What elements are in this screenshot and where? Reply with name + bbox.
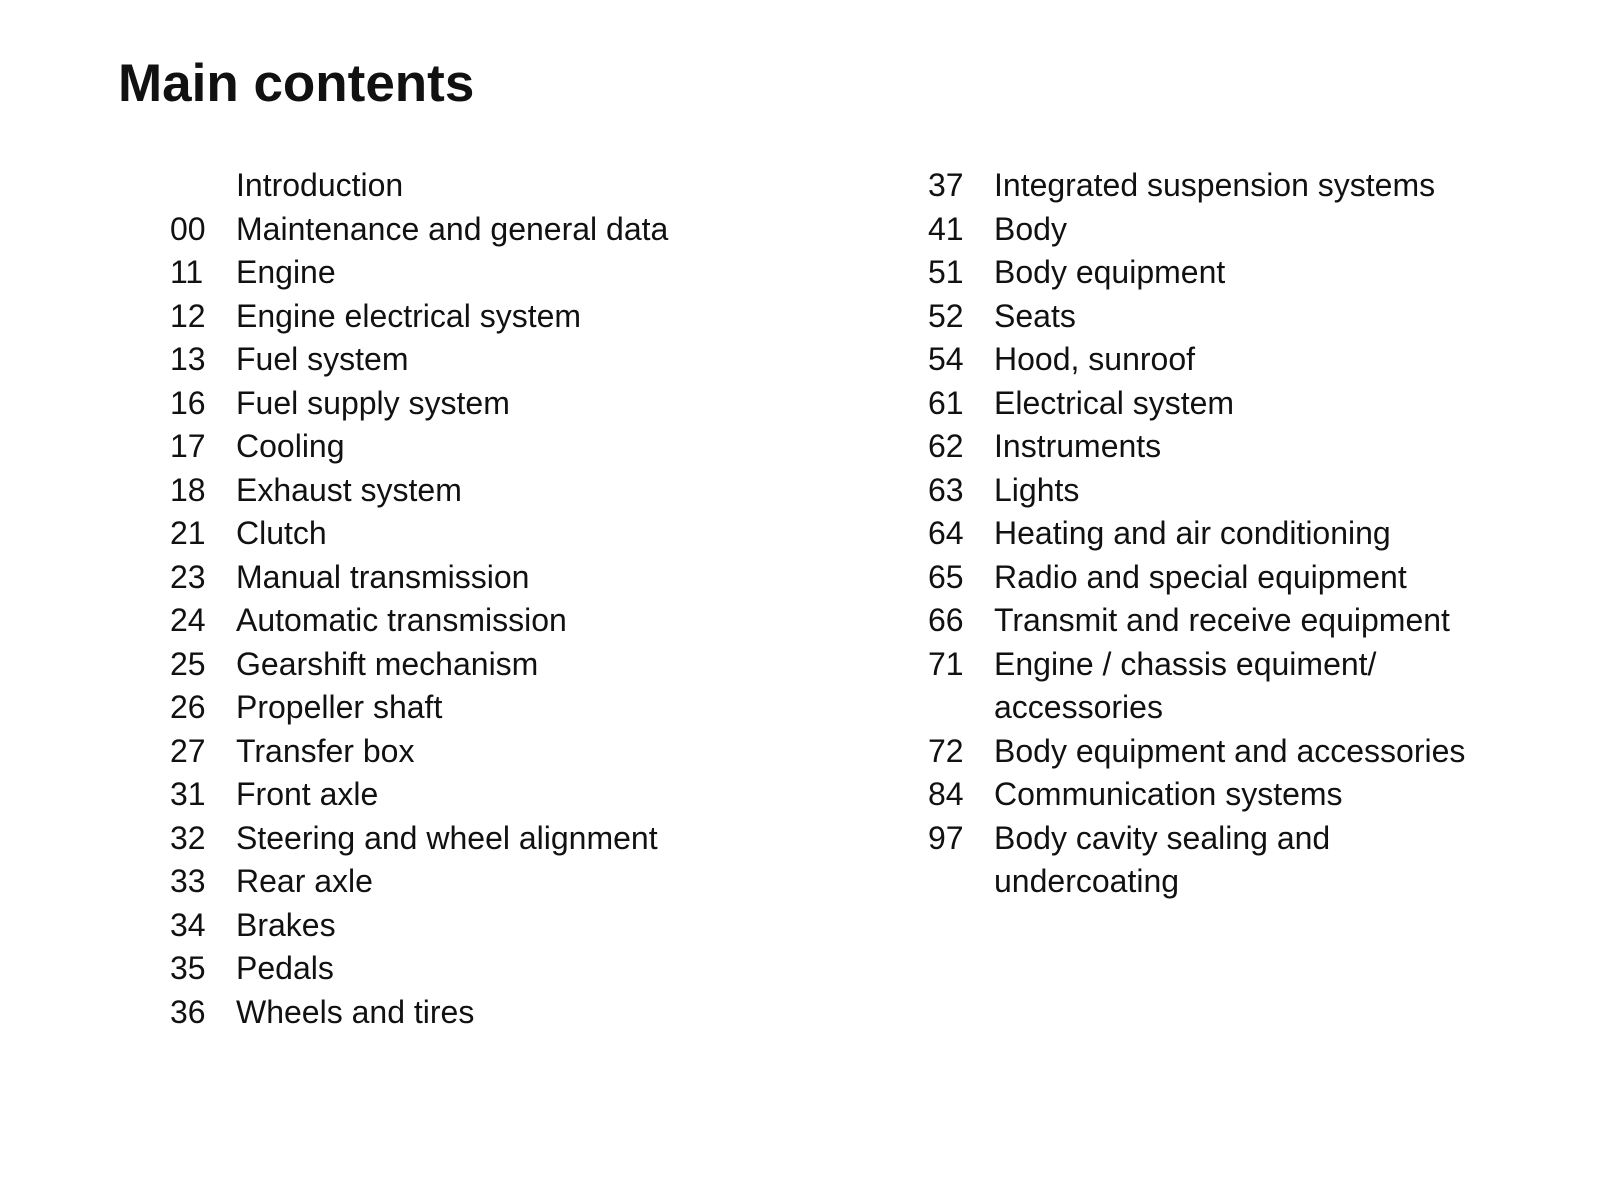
toc-entry-title: Body bbox=[994, 210, 1067, 247]
toc-entry-12 bbox=[170, 295, 810, 339]
toc-entry-number: 54 bbox=[928, 341, 964, 377]
toc-entry-title: Brakes bbox=[236, 906, 336, 943]
toc-entry-title: Pedals bbox=[236, 950, 334, 986]
toc-entry-number: 24 bbox=[170, 602, 206, 638]
toc-entry-number: 27 bbox=[170, 732, 206, 769]
toc-entry-41 bbox=[928, 208, 1568, 252]
toc-entry-title: Transfer box bbox=[236, 732, 415, 769]
toc-entry-title: Heating and air conditioning bbox=[994, 515, 1391, 551]
toc-entry-23 bbox=[170, 556, 810, 600]
toc-entry-number: 00 bbox=[170, 210, 206, 247]
toc-entry-title: Engine electrical system bbox=[236, 297, 582, 334]
toc-entry-number: 62 bbox=[928, 428, 964, 464]
toc-entry-title: Front axle bbox=[236, 776, 379, 812]
toc-entry-number: 37 bbox=[928, 167, 964, 203]
toc-entry-introduction bbox=[170, 164, 810, 208]
toc-entry-31 bbox=[170, 773, 810, 817]
toc-entry-62 bbox=[928, 425, 1568, 469]
toc-entry-title: Body cavity sealing and undercoating bbox=[994, 819, 1331, 899]
toc-entry-title: Cooling bbox=[236, 428, 345, 464]
toc-entry-16 bbox=[170, 382, 810, 426]
toc-entry-number: 12 bbox=[170, 297, 206, 334]
toc-entry-title: Body equipment bbox=[994, 254, 1226, 290]
toc-entry-25 bbox=[170, 643, 810, 687]
toc-entry-36 bbox=[170, 991, 810, 1035]
toc-entry-number: 13 bbox=[170, 341, 206, 377]
toc-entry-72 bbox=[928, 730, 1568, 774]
toc-entry-number: 61 bbox=[928, 384, 964, 421]
toc-entry-title: Fuel supply system bbox=[236, 384, 510, 421]
toc-entry-13 bbox=[170, 338, 810, 382]
toc-entry-title: Instruments bbox=[994, 428, 1162, 464]
toc-entry-title: Seats bbox=[994, 297, 1076, 334]
toc-entry-33 bbox=[170, 860, 810, 904]
toc-entry-title: Body equipment and accessories bbox=[994, 732, 1466, 769]
toc-entry-number: 21 bbox=[170, 515, 206, 551]
toc-entry-54 bbox=[928, 338, 1568, 382]
toc-entry-number: 97 bbox=[928, 819, 964, 856]
toc-entry-number: 26 bbox=[170, 689, 206, 725]
toc-entry-27 bbox=[170, 730, 810, 774]
toc-entry-65 bbox=[928, 556, 1568, 600]
toc-entry-title: Hood, sunroof bbox=[994, 341, 1196, 377]
page-title: Main contents bbox=[118, 54, 475, 113]
toc-entry-title: Clutch bbox=[236, 515, 327, 551]
toc-entry-number: 84 bbox=[928, 776, 964, 812]
toc-entry-title: Steering and wheel alignment bbox=[236, 819, 658, 856]
toc-right-column bbox=[928, 164, 1568, 904]
toc-entry-21 bbox=[170, 512, 810, 556]
toc-entry-52 bbox=[928, 295, 1568, 339]
toc-entry-number: 52 bbox=[928, 297, 964, 334]
toc-entry-title: Lights bbox=[994, 471, 1080, 508]
toc-entry-number: 63 bbox=[928, 471, 964, 508]
toc-entry-title: Electrical system bbox=[994, 384, 1235, 421]
toc-entry-title: Introduction bbox=[236, 167, 404, 203]
toc-entry-00 bbox=[170, 208, 810, 252]
toc-entry-title: Manual transmission bbox=[236, 558, 530, 595]
toc-entry-number: 33 bbox=[170, 863, 206, 899]
toc-entry-17 bbox=[170, 425, 810, 469]
toc-entry-26 bbox=[170, 686, 810, 730]
toc-entry-number: 41 bbox=[928, 210, 964, 247]
toc-entry-11 bbox=[170, 251, 810, 295]
toc-entry-title: Engine / chassis equiment/ accessories bbox=[994, 645, 1377, 725]
toc-entry-number: 66 bbox=[928, 602, 964, 638]
toc-entry-number: 18 bbox=[170, 471, 206, 508]
toc-entry-title: Maintenance and general data bbox=[236, 210, 669, 247]
toc-entry-84 bbox=[928, 773, 1568, 817]
toc-entry-71 bbox=[928, 643, 1568, 730]
toc-entry-title: Radio and special equipment bbox=[994, 558, 1407, 595]
toc-entry-61 bbox=[928, 382, 1568, 426]
toc-entry-title: Exhaust system bbox=[236, 471, 462, 508]
toc-entry-title: Fuel system bbox=[236, 341, 409, 377]
toc-entry-title: Engine bbox=[236, 254, 336, 290]
toc-entry-number: 72 bbox=[928, 732, 964, 769]
toc-entry-number: 25 bbox=[170, 645, 206, 682]
toc-entry-number: 65 bbox=[928, 558, 964, 595]
toc-entry-18 bbox=[170, 469, 810, 513]
toc-entry-title: Communication systems bbox=[994, 776, 1343, 812]
toc-entry-title: Wheels and tires bbox=[236, 993, 475, 1030]
toc-entry-number: 71 bbox=[928, 645, 964, 682]
toc-entry-24 bbox=[170, 599, 810, 643]
toc-left-column bbox=[170, 164, 810, 1034]
toc-entry-63 bbox=[928, 469, 1568, 513]
toc-entry-title: Propeller shaft bbox=[236, 689, 443, 725]
toc-entry-64 bbox=[928, 512, 1568, 556]
toc-entry-number: 32 bbox=[170, 819, 206, 856]
toc-entry-title: Integrated suspension systems bbox=[994, 167, 1436, 203]
toc-entry-37 bbox=[928, 164, 1568, 208]
toc-entry-title: Transmit and receive equipment bbox=[994, 602, 1450, 638]
toc-entry-number: 64 bbox=[928, 515, 964, 551]
toc-entry-35 bbox=[170, 947, 810, 991]
toc-entry-number: 34 bbox=[170, 906, 206, 943]
toc-entry-51 bbox=[928, 251, 1568, 295]
toc-entry-title: Gearshift mechanism bbox=[236, 645, 539, 682]
toc-entry-number: 16 bbox=[170, 384, 206, 421]
toc-entry-34 bbox=[170, 904, 810, 948]
toc-entry-number: 36 bbox=[170, 993, 206, 1030]
toc-entry-32 bbox=[170, 817, 810, 861]
toc-entry-number: 35 bbox=[170, 950, 206, 986]
toc-entry-title: Rear axle bbox=[236, 863, 373, 899]
toc-entry-number: 51 bbox=[928, 254, 964, 290]
toc-entry-number: 31 bbox=[170, 776, 206, 812]
toc-entry-number: 23 bbox=[170, 558, 206, 595]
toc-entry-97 bbox=[928, 817, 1568, 904]
toc-entry-number: 11 bbox=[170, 254, 204, 290]
toc-entry-title: Automatic transmission bbox=[236, 602, 567, 638]
toc-entry-66 bbox=[928, 599, 1568, 643]
toc-entry-number: 17 bbox=[170, 428, 206, 464]
